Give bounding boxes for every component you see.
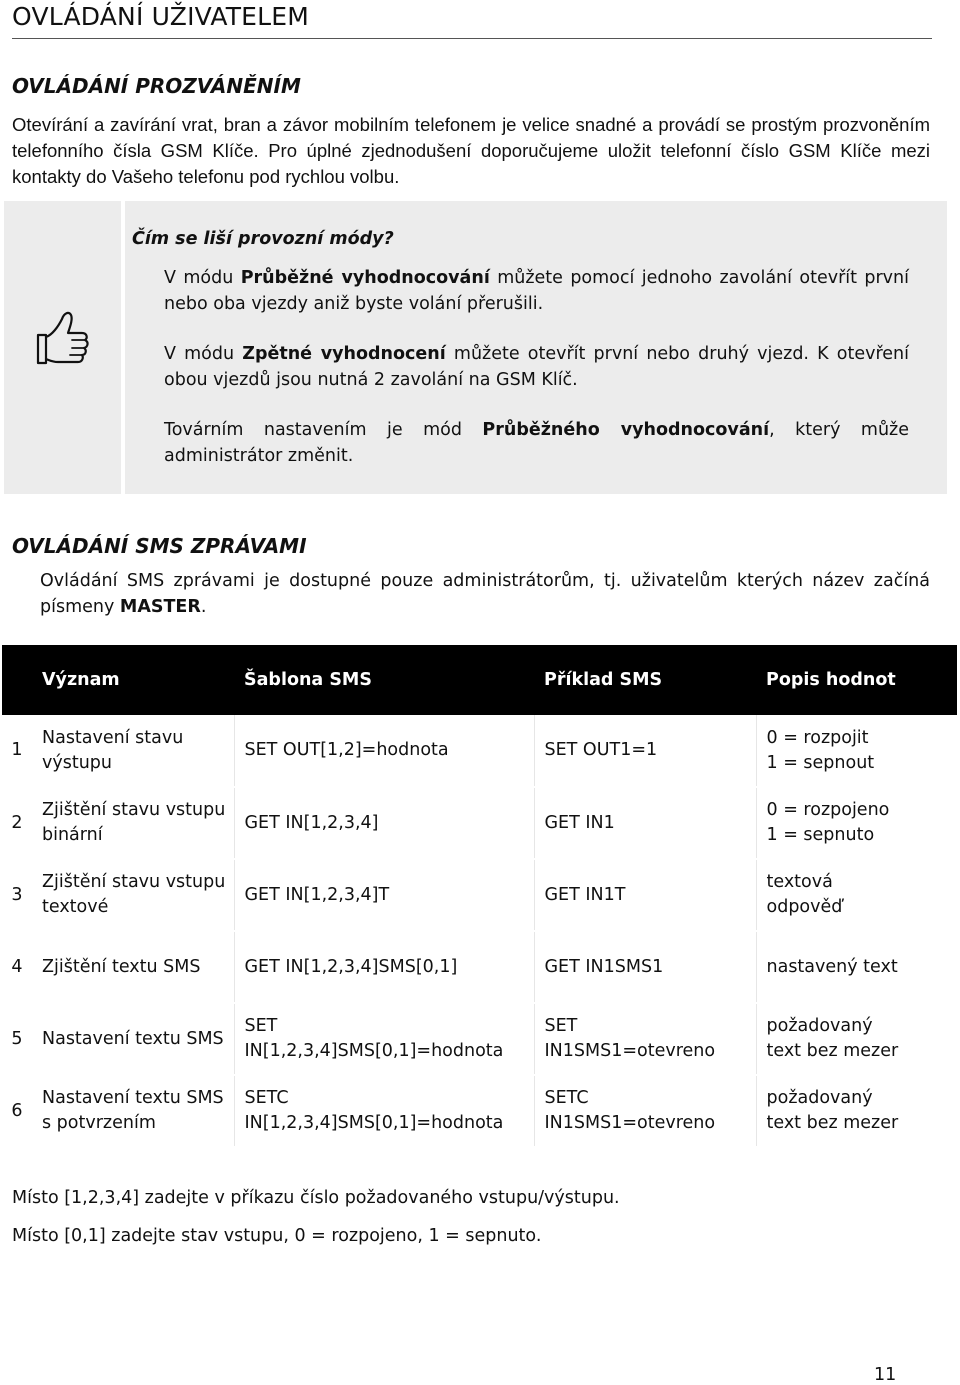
- cell-values-line: 0 = rozpojit: [766, 727, 869, 748]
- cell-template-line: GET IN[1,2,3,4]T: [244, 884, 390, 905]
- table-header-template: Šablona SMS: [234, 645, 534, 715]
- cell-values-line: textová: [766, 872, 833, 892]
- tip-paragraph-3: Továrním nastavením je mód Průběžného vyhodnocování, který může administrátor změnit.: [164, 420, 909, 466]
- cell-meaning-line: Nastavení textu SMS: [42, 1088, 224, 1108]
- cell-template: [234, 787, 534, 859]
- cell-meaning: [32, 787, 234, 859]
- cell-values-line: nastavený text: [766, 956, 898, 977]
- cell-values-line: 1 = sepnuto: [766, 825, 875, 845]
- cell-meaning-line: binární: [42, 825, 103, 845]
- section-title-sms: OVLÁDÁNÍ SMS ZPRÁVAMI: [12, 534, 307, 558]
- cell-example-line: SET OUT1=1: [544, 740, 658, 760]
- tip-paragraph-1: V módu Průběžné vyhodnocování můžete pomocí jednoho zavolání otevřít první nebo oba vjezdy aniž byste volání přerušili.: [164, 268, 909, 314]
- row-number: 6: [2, 1075, 32, 1147]
- row-number: 2: [2, 787, 32, 859]
- page-number: 11: [874, 1365, 897, 1385]
- heading-rule: [12, 38, 932, 39]
- cell-template-line: GET IN[1,2,3,4]: [244, 812, 379, 833]
- cell-template-line: SET OUT[1,2]=hodnota: [244, 740, 449, 760]
- cell-template: [234, 859, 534, 931]
- section-title-calls: OVLÁDÁNÍ PROZVÁNĚNÍM: [12, 74, 301, 98]
- cell-example: [534, 715, 756, 787]
- cell-example-line: GET IN1T: [544, 884, 626, 905]
- cell-example-line: GET IN1SMS1: [544, 956, 664, 977]
- cell-template: [234, 1075, 534, 1147]
- cell-values: [756, 787, 957, 859]
- note-2: Místo [0,1] zadejte stav vstupu, 0 = rozpojeno, 1 = sepnuto.: [12, 1226, 542, 1246]
- cell-meaning: [32, 715, 234, 787]
- cell-meaning-line: Zjištění stavu vstupu: [42, 800, 226, 820]
- cell-template-line: SET IN[1,2,3,4]SMS[0,1]=hodnota: [244, 1016, 504, 1061]
- thumbs-up-icon: [36, 309, 90, 367]
- cell-values: [756, 859, 957, 931]
- table-row: [2, 1003, 957, 1075]
- intro-paragraph: Otevírání a zavírání vrat, bran a závor mobilním telefonem je velice snadné a provádí se prostým prozvoněním telefonního čísla GSM Klíče. Pro úplné zjednodušení doporučujeme uložit telefonní číslo GSM Klíče mezi kontakty do Vašeho telefonu pod rychlou volbu.: [12, 114, 930, 187]
- cell-meaning-line: Nastavení stavu: [42, 727, 184, 748]
- table-header-example: Příklad SMS: [534, 645, 756, 715]
- sms-paragraph: Ovládání SMS zprávami je dostupné pouze administrátorům, tj. uživatelům kterých název začíná písmeny MASTER.: [40, 571, 930, 617]
- cell-template-line: GET IN[1,2,3,4]SMS[0,1]: [244, 956, 458, 977]
- cell-values-line: text bez mezer: [766, 1113, 899, 1133]
- tip-icon-cell: [4, 201, 125, 494]
- table-header-number: [2, 645, 32, 715]
- tip-box: [4, 201, 947, 494]
- cell-meaning: [32, 1075, 234, 1147]
- cell-meaning-line: Zjištění textu SMS: [42, 956, 201, 977]
- cell-values-line: 1 = sepnout: [766, 752, 875, 773]
- cell-meaning-line: Zjištění stavu vstupu: [42, 872, 226, 892]
- tip-title: Čím se liší provozní módy?: [132, 229, 394, 249]
- cell-meaning-line: výstupu: [42, 752, 112, 773]
- cell-example-line: IN1SMS1=otevreno: [544, 1113, 716, 1133]
- tip-paragraph-2: V módu Zpětné vyhodnocení můžete otevřít první nebo druhý vjezd. K otevření obou vjezdů jsou nutná 2 zavolání na GSM Klíč.: [164, 344, 910, 390]
- cell-example: [534, 787, 756, 859]
- row-number: 1: [2, 715, 32, 787]
- table-row: [2, 787, 957, 859]
- table-header-meaning: Význam: [32, 645, 234, 715]
- cell-values: [756, 931, 957, 1003]
- cell-meaning: [32, 1003, 234, 1075]
- cell-meaning-line: textové: [42, 897, 109, 917]
- note-1: Místo [1,2,3,4] zadejte v příkazu číslo požadovaného vstupu/výstupu.: [12, 1188, 620, 1208]
- row-number: 4: [2, 931, 32, 1003]
- cell-values: [756, 715, 957, 787]
- cell-values-line: odpověď: [766, 897, 843, 917]
- cell-example-line: GET IN1: [544, 812, 615, 833]
- sms-commands-table: [2, 645, 957, 1148]
- table-header-row: [2, 645, 957, 715]
- cell-template-line: IN[1,2,3,4]SMS[0,1]=hodnota: [244, 1113, 504, 1133]
- table-row: [2, 1075, 957, 1147]
- cell-meaning-line: s potvrzením: [42, 1113, 156, 1133]
- cell-example: [534, 931, 756, 1003]
- cell-example-line: SETC: [544, 1088, 589, 1108]
- cell-template: [234, 931, 534, 1003]
- cell-template: [234, 1003, 534, 1075]
- cell-example-line: SET IN1SMS1=otevreno: [544, 1016, 716, 1061]
- cell-example: [534, 1075, 756, 1147]
- cell-template-line: SETC: [244, 1088, 289, 1108]
- page-heading: OVLÁDÁNÍ UŽIVATELEM: [12, 2, 310, 31]
- table-row: [2, 859, 957, 931]
- table-row: [2, 931, 957, 1003]
- cell-values-line: požadovaný: [766, 1088, 873, 1108]
- cell-values: [756, 1003, 957, 1075]
- row-number: 5: [2, 1003, 32, 1075]
- cell-values: [756, 1075, 957, 1147]
- cell-meaning: [32, 931, 234, 1003]
- cell-example: [534, 1003, 756, 1075]
- table-header-values: Popis hodnot: [756, 645, 957, 715]
- cell-example: [534, 859, 756, 931]
- cell-values-line: požadovaný: [766, 1016, 873, 1036]
- table-row: [2, 715, 957, 787]
- cell-values-line: text bez mezer: [766, 1041, 899, 1061]
- row-number: 3: [2, 859, 32, 931]
- cell-meaning: [32, 859, 234, 931]
- cell-meaning-line: Nastavení textu SMS: [42, 1028, 224, 1049]
- cell-template: [234, 715, 534, 787]
- cell-values-line: 0 = rozpojeno: [766, 800, 890, 820]
